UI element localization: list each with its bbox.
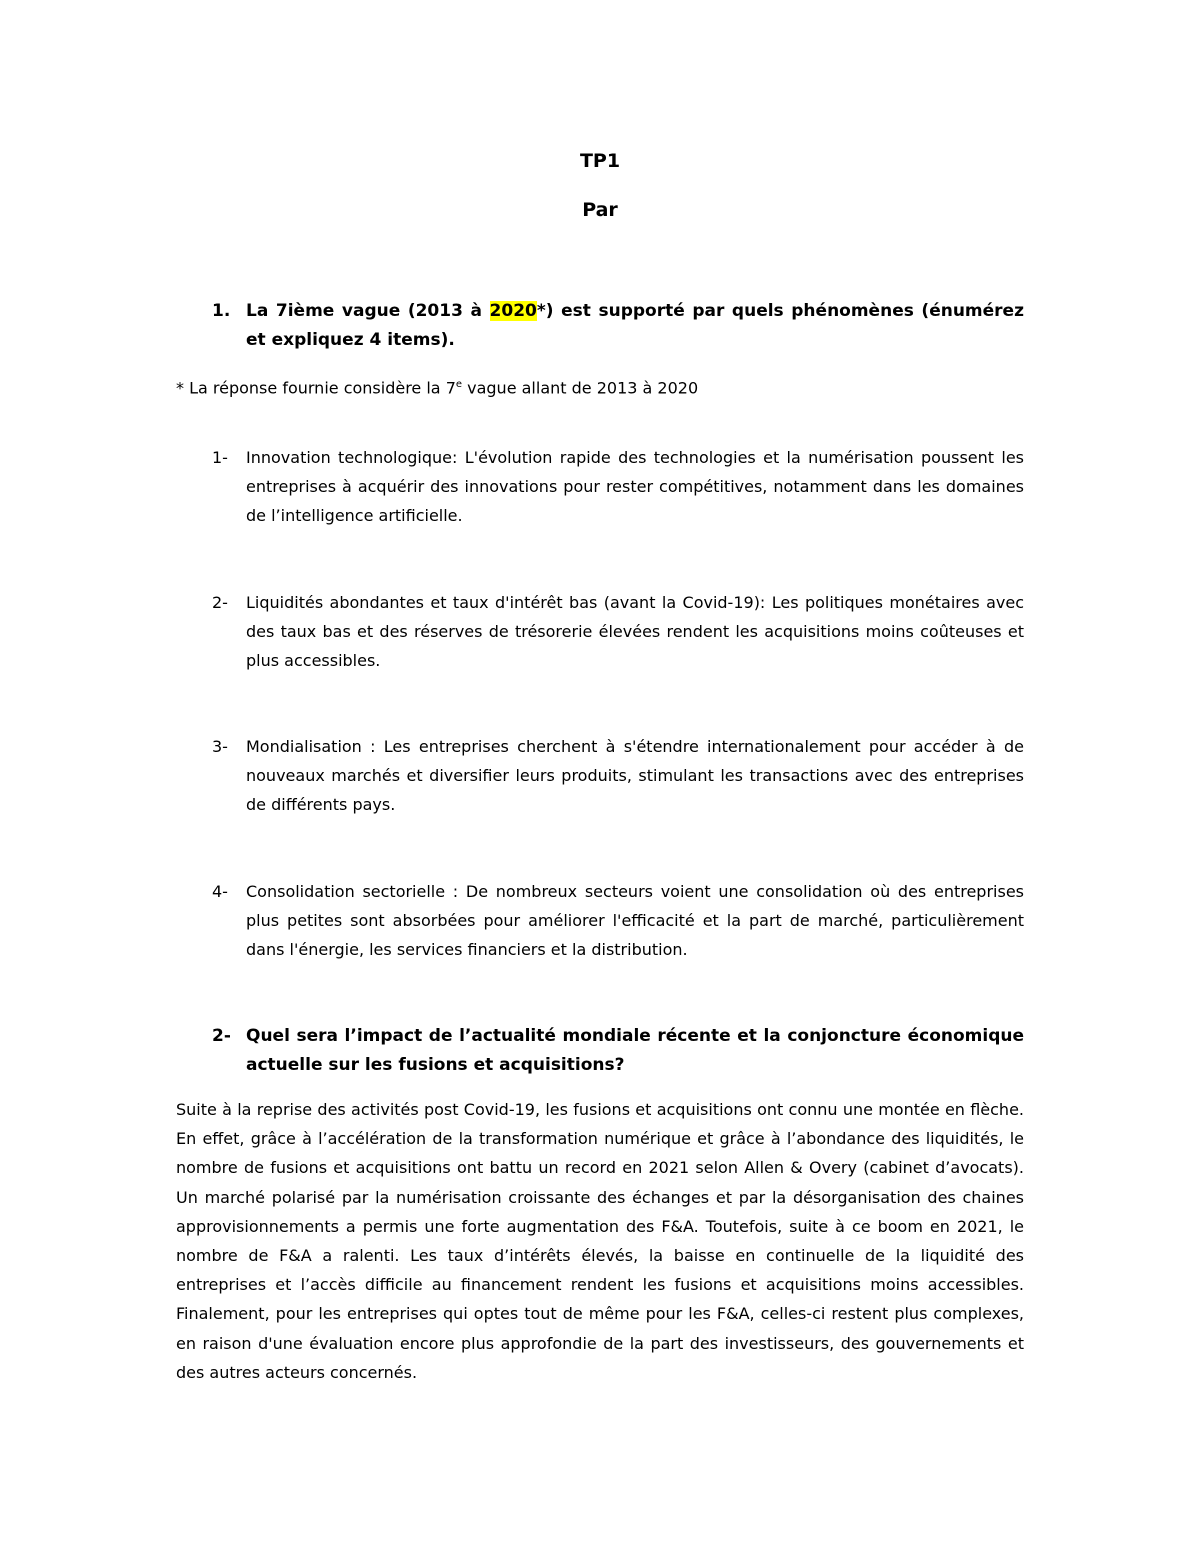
list-item [212,732,1024,819]
list-item-text: Innovation technologique: L'évolution rapide des technologies et la numérisation poussent les entreprises à acquérir des innovations pour rester compétitives, notamment dans les domaines de l’intelligence artificielle. [246,448,1024,525]
footnote-post: vague allant de 2013 à 2020 [462,378,699,398]
list-item-number: 2- [212,593,228,612]
list-item [212,443,1024,530]
question-2-text: Quel sera l’impact de l’actualité mondiale récente et la conjoncture économique actuelle sur les fusions et acquisitions? [246,1026,1024,1075]
list-item-number: 3- [212,737,228,756]
question-2-number: 2- [212,1026,231,1046]
question-1-number: 1. [212,301,231,321]
list-item-number: 1- [212,448,228,467]
question-1-text-post: *) est supporté par quels phénomènes (énumérez et expliquez 4 items). [246,301,1024,350]
question-1 [212,297,1024,355]
footnote-pre: * La réponse fournie considère la 7 [176,378,456,398]
list-item [212,588,1024,675]
answer-2-paragraph: Suite à la reprise des activités post Covid-19, les fusions et acquisitions ont connu une montée en flèche. En effet, grâce à l’accélération de la transformation numérique et grâce à l’abondance des liquidités, le nombre de fusions et acquisitions ont battu un record en 2021 selon Allen & Overy (cabinet d’avocats). Un marché polarisé par la numérisation croissante des échanges et par la désorganisation des chaines approvisionnements a permis une forte augmentation des F&A. Toutefois, suite à ce boom en 2021, le nombre de F&A a ralenti. Les taux d’intérêts élevés, la baisse en continuelle de la liquidité des entreprises et l’accès difficile au financement rendent les fusions et acquisitions moins accessibles. Finalement, pour les entreprises qui optes tout de même pour les F&A, celles-ci restent plus complexes, en raison d'une évaluation encore plus approfondie de la part des investisseurs, des gouvernements et des autres acteurs concernés. [176,1100,1024,1382]
footnote [176,371,698,402]
question-2 [212,1022,1024,1080]
list-item-number: 4- [212,882,228,901]
question-1-text-pre: La 7ième vague (2013 à [246,301,490,321]
list-item-text: Consolidation sectorielle : De nombreux secteurs voient une consolidation où des entreprises plus petites sont absorbées pour améliorer l'efficacité et la part de marché, particulièrement dans l'énergie, les services financiers et la distribution. [246,882,1024,959]
list-item-text: Liquidités abondantes et taux d'intérêt bas (avant la Covid-19): Les politiques monétaires avec des taux bas et des réserves de trésorerie élevées rendent les acquisitions moins coûteuses et plus accessibles. [246,593,1024,670]
question-1-text [246,297,1024,355]
list-item-text: Mondialisation : Les entreprises cherchent à s'étendre internationalement pour accéder à de nouveaux marchés et diversifier leurs produits, stimulant les transactions avec des entreprises de différents pays. [246,737,1024,814]
document-title: TP1 [579,150,621,172]
highlighted-year: 2020 [489,301,537,321]
footnote-superscript: e [455,379,463,390]
list-item [212,877,1024,964]
document-subtitle: Par [582,199,618,221]
